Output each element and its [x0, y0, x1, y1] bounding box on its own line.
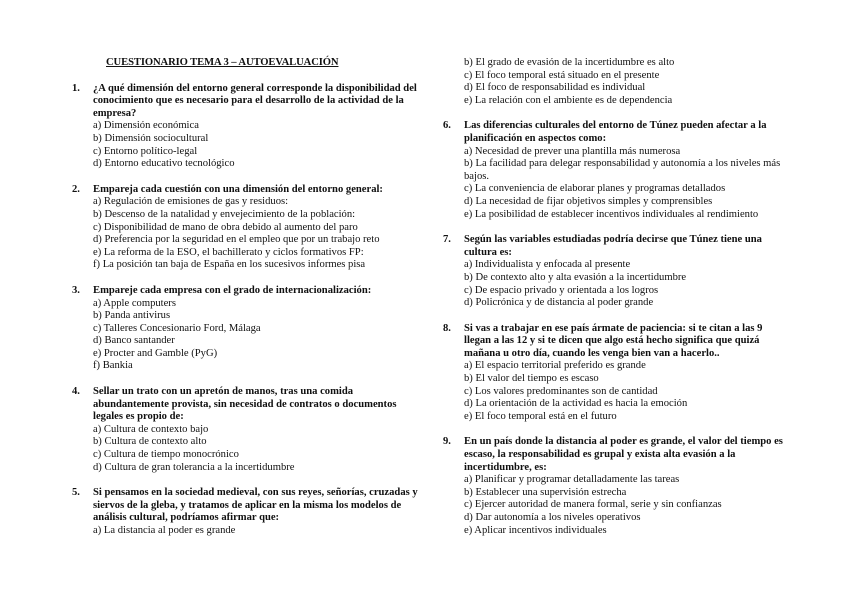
answer-option: c) Ejercer autoridad de manera formal, serie y sin confianzas	[464, 499, 722, 511]
question-text: Si vas a trabajar en ese país ármate de paciencia: si te citan a las 9 llegan a las 12 y si te dicen que algo está hecho significa que quizá mañana u otro día, cuando les venga bien van a hacerlo..	[464, 322, 763, 359]
question	[72, 83, 424, 171]
question-text: Empareja cada cuestión con una dimensión del entorno general:	[93, 183, 383, 195]
answer-option: d) Dar autonomía a los niveles operativos	[464, 512, 641, 523]
answer-option: d) Preferencia por la seguridad en el empleo que por un trabajo reto	[93, 234, 380, 246]
answer-option: a) Cultura de contexto bajo	[93, 423, 209, 435]
answer-option: c) El foco temporal está situado en el presente	[464, 69, 660, 81]
answer-option: a) El espacio territorial preferido es grande	[464, 360, 646, 372]
answer-option: c) Talleres Concesionario Ford, Málaga	[93, 322, 261, 334]
answer-option: b) Panda antivirus	[93, 310, 171, 322]
answer-option: e) La relación con el ambiente es de dependencia	[464, 94, 673, 106]
question	[443, 323, 783, 424]
question-number: 8.	[443, 322, 451, 334]
answer-option: e) La reforma de la ESO, el bachillerato y ciclos formativos FP:	[93, 246, 364, 258]
question	[443, 234, 783, 310]
answer-option: d) Entorno educativo tecnológico	[93, 158, 235, 170]
question-text: Sellar un trato con un apretón de manos, tras una comida abundantemente provista, sin necesidad de contratos o documentos legales es propio de:	[93, 386, 397, 423]
answer-option: b) Cultura de contexto alto	[93, 436, 207, 448]
question-number: 9.	[443, 436, 451, 448]
answer-option: e) Aplicar incentivos individuales	[464, 524, 607, 536]
answer-option: f) Bankia	[93, 360, 133, 372]
answer-option: b) Descenso de la natalidad y envejecimiento de la población:	[93, 208, 356, 220]
answer-option: b) De contexto alto y alta evasión a la incertidumbre	[464, 271, 687, 283]
answer-option: c) Cultura de tiempo monocrónico	[93, 449, 239, 461]
question	[443, 120, 783, 221]
answer-option: a) Individualista y enfocada al presente	[464, 259, 631, 271]
answer-option: a) Necesidad de prever una plantilla más numerosa	[464, 145, 681, 157]
left-column	[72, 0, 424, 551]
question-number: 6.	[443, 120, 451, 132]
answer-option: a) La distancia al poder es grande	[93, 525, 236, 536]
answer-option: b) Dimensión sociocultural	[93, 132, 209, 144]
question-number: 2.	[72, 183, 80, 195]
answer-option: c) De espacio privado y orientada a los logros	[464, 284, 659, 296]
question-number: 5.	[72, 487, 80, 499]
answer-option: d) La necesidad de fijar objetivos simples y comprensibles	[464, 195, 713, 207]
answer-option: d) Policrónica y de distancia al poder grande	[464, 297, 654, 309]
answer-option: d) Banco santander	[93, 335, 175, 347]
question	[72, 184, 424, 272]
right-question-list	[443, 120, 783, 537]
answer-option: e) El foco temporal está en el futuro	[464, 410, 617, 422]
answer-option: e) La posibilidad de establecer incentivos individuales al rendimiento	[464, 208, 759, 220]
answer-option: b) La facilidad para delegar responsabilidad y autonomía a los niveles más bajos.	[464, 158, 781, 182]
answer-option: c) La conveniencia de elaborar planes y programas detallados	[464, 183, 726, 195]
answer-option: b) Establecer una supervisión estrecha	[464, 486, 627, 498]
question-text: ¿A qué dimensión del entorno general corresponde la disponibilidad del conocimiento que es necesario para el desarrollo de la actividad de la empresa?	[93, 82, 417, 119]
question-number: 1.	[72, 82, 80, 94]
answer-option: c) Los valores predominantes son de cantidad	[464, 385, 658, 397]
answer-option: a) Planificar y programar detalladamente las tareas	[464, 474, 680, 486]
answer-option: d) La orientación de la actividad es hacia la emoción	[464, 398, 688, 410]
question-text: En un país donde la distancia al poder es grande, el valor del tiempo es escaso, la responsabilidad es grupal y exista alta evasión a la incertidumbre, es:	[464, 436, 783, 473]
answer-option: a) Regulación de emisiones de gas y residuos:	[93, 196, 289, 208]
question	[72, 386, 424, 474]
question-number: 3.	[72, 284, 80, 296]
answer-option: e) Procter and Gamble (PyG)	[93, 347, 218, 359]
answer-option: a) Apple computers	[93, 297, 176, 309]
question-text: Según las variables estudiadas podría decirse que Túnez tiene una cultura es:	[464, 234, 762, 258]
answer-option: d) Cultura de gran tolerancia a la incertidumbre	[93, 461, 295, 473]
right-column	[443, 0, 783, 550]
question-text: Las diferencias culturales del entorno de Túnez pueden afectar a la planificación en aspectos como:	[464, 120, 767, 144]
left-question-list	[72, 83, 424, 538]
answer-option: b) El grado de evasión de la incertidumbre es alto	[464, 57, 675, 68]
question	[72, 487, 424, 537]
page-title: CUESTIONARIO TEMA 3 – AUTOEVALUACIÓN	[106, 57, 339, 68]
answer-option: a) Dimensión económica	[93, 120, 199, 132]
question-number: 7.	[443, 234, 451, 246]
answer-option: d) El foco de responsabilidad es individual	[464, 82, 646, 94]
answer-option: b) El valor del tiempo es escaso	[464, 373, 599, 385]
question	[72, 285, 424, 373]
answer-option: c) Disponibilidad de mano de obra debido al aumento del paro	[93, 221, 358, 233]
question-text: Empareje cada empresa con el grado de internacionalización:	[93, 284, 372, 296]
answer-option: c) Entorno político-legal	[93, 145, 198, 157]
answer-option: f) La posición tan baja de España en los sucesivos informes pisa	[93, 259, 366, 271]
question-5-continued-options	[443, 57, 783, 107]
question-text: Si pensamos en la sociedad medieval, con sus reyes, señorías, cruzadas y siervos de la gleba, y tratamos de aplicar en la misma los modelos de análisis cultural, podríamos afirmar que:	[93, 487, 418, 524]
question-number: 4.	[72, 386, 80, 398]
question	[443, 436, 783, 537]
